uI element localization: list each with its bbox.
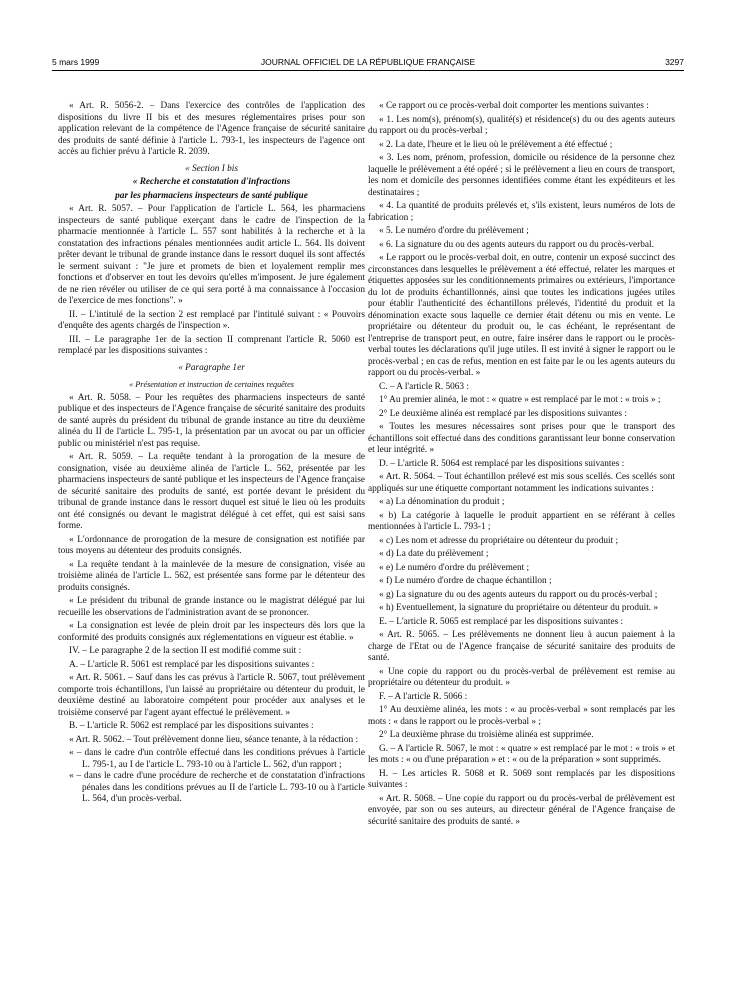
paragraph: « 1. Les nom(s), prénom(s), qualité(s) et résidence(s) du ou des agents auteurs du rapport ou du procès-verbal ; (368, 114, 675, 136)
section-title-line-2: par les pharmaciens inspecteurs de santé publique (115, 190, 308, 201)
paragraph-heading: « Paragraphe 1er (178, 362, 245, 373)
paragraph: F. – A l'article R. 5066 : (379, 691, 468, 702)
paragraph: « Art. R. 5061. – Sauf dans les cas prévus à l'article R. 5067, tout prélèvement comporte trois échantillons, l'un laissé au propriétaire ou détenteur du produit, le deuxième destiné au laboratoire compétent pour procéder aux analyses et le troisième conservé par l'agent ayant effectué le prélèvement. » (58, 673, 365, 718)
left-column (58, 101, 365, 808)
paragraph: III. – Le paragraphe 1er de la section II comprenant l'article R. 5060 est remplacé par les dispositions suivantes : (58, 334, 365, 356)
paragraph: « Art. R. 5058. – Pour les requêtes des pharmaciens inspecteurs de santé publique et des inspecteurs de l'Agence française de sécurité sanitaire des produits de santé auprès du président du tribunal de grande instance au titre du deuxième alinéa du II de l'article L. 795-1, la présentation par un avocat ou par un officier public ou ministériel n'est pas requise. (58, 392, 365, 449)
section-title-line-1: « Recherche et constatation d'infractions (132, 177, 291, 187)
paragraph: « Art. R. 5057. – Pour l'application de l'article L. 564, les pharmaciens inspecteurs de santé publique exerçant dans le cadre de l'inspection de la pharmacie mentionnée à l'article L. 557 sont habilités à la recherche et à la constatation des infractions pénales mentionnées audit article L. 564. Ils doivent prêter devant le tribunal de grande instance dans le ressort duquel ils sont affectés le serment suivant : "Je jure et promets de bien et loyalement remplir mes fonctions et d'observer en tout les devoirs qu'elles m'imposent. Je jure également de ne rien révéler ou utiliser de ce qui sera porté à ma connaissance à l'occasion de l'exercice de mes fonctions". » (58, 204, 365, 306)
paragraph: « Le rapport ou le procès-verbal doit, en outre, contenir un exposé succinct des circonstances dans lesquelles le prélèvement a été effectué, relater les marques et étiquettes apposées sur les conditionnements primaires ou extérieurs, l'importance du lot de produits échantillonnés, ainsi que toutes les indications jugées utiles pour établir l'authenticité des échantillons prélevés, l'identité du produit et la dénomination exacte sous laquelle ce dernier était détenu ou mis en vente. Le propriétaire ou détenteur du produit ou, le cas échéant, le représentant de l'entreprise de transport peut, en outre, faire insérer dans le rapport ou le procès-verbal toutes les déclarations qu'il juge utiles. Il est invité à signer le rapport ou le procès-verbal ; en cas de refus, mention en est faite par le ou les agents auteurs du rapport ou du procès-verbal. » (368, 253, 675, 378)
section-heading: « Section I bis (185, 163, 238, 174)
list-item: « – dans le cadre d'un contrôle effectué dans les conditions prévues à l'article L. 795-1, au I de l'article L. 793-10 ou à l'article L. 562, d'un rapport ; (69, 748, 365, 770)
paragraph: « Art. R. 5068. – Une copie du rapport ou du procès-verbal de prélèvement est envoyée, par son ou ses auteurs, au directeur général de l'Agence française de sécurité sanitaire des produits de santé. » (368, 793, 675, 827)
header-journal-title: JOURNAL OFFICIEL DE LA RÉPUBLIQUE FRANÇAISE (260, 57, 476, 67)
paragraph: D. – L'article R. 5064 est remplacé par les dispositions suivantes : (379, 458, 625, 469)
paragraph: II. – L'intitulé de la section 2 est remplacé par l'intitulé suivant : « Pouvoirs d'enquête des agents chargés de l'inspection ». (58, 309, 365, 331)
paragraph: E. – L'article R. 5065 est remplacé par les dispositions suivantes : (379, 616, 624, 627)
paragraph: « La requête tendant à la mainlevée de la mesure de consignation, visée au troisième alinéa de l'article L. 562, est présentée sans forme par le détenteur des produits consignés. (58, 559, 365, 593)
paragraph: A. – L'article R. 5061 est remplacé par les dispositions suivantes : (69, 659, 315, 670)
paragraph: « Art. R. 5065. – Les prélèvements ne donnent lieu à aucun paiement à la charge de l'Etat ou de l'Agence française de sécurité sanitaire des produits de santé. (368, 630, 675, 663)
paragraph: « e) Le numéro d'ordre du prélèvement ; (379, 562, 530, 573)
paragraph: « 3. Les nom, prénom, profession, domicile ou résidence de la personne chez laquelle le prélèvement a été opéré ; si le prélèvement a lieu en cours de transport, les nom et domicile des personnes identifiées comme étant les expéditeurs et les destinataires ; (368, 153, 675, 198)
paragraph: « Une copie du rapport ou du procès-verbal de prélèvement est remise au propriétaire ou détenteur du produit. » (368, 666, 675, 688)
paragraph: « d) La date du prélèvement ; (379, 549, 489, 559)
paragraph: « Art. R. 5059. – La requête tendant à la prorogation de la mesure de consignation, visée au deuxième alinéa de l'article L. 562, présentée par les pharmaciens inspecteurs de santé publique et les inspecteurs de l'Agence française de sécurité sanitaire des produits de santé, est portée devant le président du tribunal de grande instance dans le ressort duquel est situé le lieu où les produits ont été consignés ou devant le magistrat délégué à cet effet, qui est saisi sans forme. (58, 452, 365, 531)
header-rule (52, 70, 684, 71)
paragraph: « Toutes les mesures nécessaires sont prises pour que le transport des échantillons soit effectué dans des conditions garantissant leur bonne conservation et leur intégrité. » (368, 422, 675, 455)
paragraph: « 2. La date, l'heure et le lieu où le prélèvement a été effectué ; (379, 139, 613, 150)
paragraph: « La consignation est levée de plein droit par les inspecteurs dès lors que la conformité des produits consignés aux réglementations en vigueur est établie. » (58, 621, 365, 643)
paragraph: « Ce rapport ou ce procès-verbal doit comporter les mentions suivantes : (379, 101, 649, 111)
paragraph: « 5. Le numéro d'ordre du prélèvement ; (379, 226, 529, 236)
paragraph: IV. – Le paragraphe 2 de la section II est modifié comme suit : (69, 646, 302, 656)
paragraph: « b) La catégorie à laquelle le produit appartient en se référant à celles mentionnées à l'article L. 793-1 ; (368, 510, 675, 532)
paragraph: « h) Eventuellement, la signature du propriétaire ou détenteur du produit. » (379, 603, 659, 613)
paragraph: « c) Les nom et adresse du propriétaire ou détenteur du produit ; (379, 535, 619, 546)
paragraph: 2° Le deuxième alinéa est remplacé par les dispositions suivantes : (379, 408, 627, 419)
right-column (368, 101, 675, 830)
paragraph: H. – Les articles R. 5068 et R. 5069 sont remplacés par les dispositions suivantes : (368, 768, 675, 790)
paragraph-subtitle: « Présentation et instruction de certaines requêtes (129, 380, 294, 389)
paragraph: « 4. La quantité de produits prélevés et, s'ils existent, leurs numéros de lots de fabrication ; (368, 201, 675, 223)
paragraph: C. – A l'article R. 5063 : (379, 381, 469, 392)
header-page-number: 3297 (665, 57, 684, 67)
paragraph: « Art. R. 5062. – Tout prélèvement donne lieu, séance tenante, à la rédaction : (69, 734, 359, 745)
paragraph: 2° La deuxième phrase du troisième alinéa est supprimée. (379, 730, 594, 740)
paragraph: B. – L'article R. 5062 est remplacé par les dispositions suivantes : (69, 721, 314, 731)
paragraph: « Art. R. 5064. – Tout échantillon prélevé est mis sous scellés. Ces scellés sont appliqués sur une étiquette comportant notamment les indications suivantes : (368, 472, 675, 494)
paragraph: « f) Le numéro d'ordre de chaque échantillon ; (379, 576, 552, 586)
paragraph: « L'ordonnance de prorogation de la mesure de consignation est notifiée par tous moyens au détenteur des produits consignés. (58, 534, 365, 556)
paragraph: « a) La dénomination du produit ; (379, 497, 505, 507)
paragraph: « Le président du tribunal de grande instance ou le magistrat délégué par lui recueille les observations de l'administration avant de se prononcer. (58, 596, 365, 618)
paragraph: « 6. La signature du ou des agents auteurs du rapport ou du procès-verbal. (379, 239, 654, 250)
paragraph: 1° Au deuxième alinéa, les mots : « au procès-verbal » sont remplacés par les mots : « dans le rapport ou le procès-verbal » ; (368, 705, 675, 727)
paragraph: « g) La signature du ou des agents auteurs du rapport ou du procès-verbal ; (379, 589, 658, 600)
paragraph: « Art. R. 5056-2. – Dans l'exercice des contrôles de l'application des dispositions du livre II bis et des mesures réglementaires prises pour son application relevant de la compétence de l'Agence française de sécurité sanitaire des produits de santé définie à l'article L. 793-1, les inspecteurs de l'agence ont accès au fichier prévu à l'article R. 2039. (58, 101, 365, 157)
paragraph: 1° Au premier alinéa, le mot : « quatre » est remplacé par le mot : « trois » ; (379, 395, 661, 405)
header-date: 5 mars 1999 (52, 57, 100, 67)
paragraph: G. – A l'article R. 5067, le mot : « quatre » est remplacé par le mot : « trois » et les mots : « ou d'une préparation » et : « ou de la préparation » sont supprimés. (368, 743, 675, 765)
list (58, 748, 365, 806)
list-item: « – dans le cadre d'une procédure de recherche et de constatation d'infractions pénales dans les conditions prévues au II de l'article L. 793-10 ou à l'article L. 564, d'un procès-verbal. (69, 771, 365, 804)
